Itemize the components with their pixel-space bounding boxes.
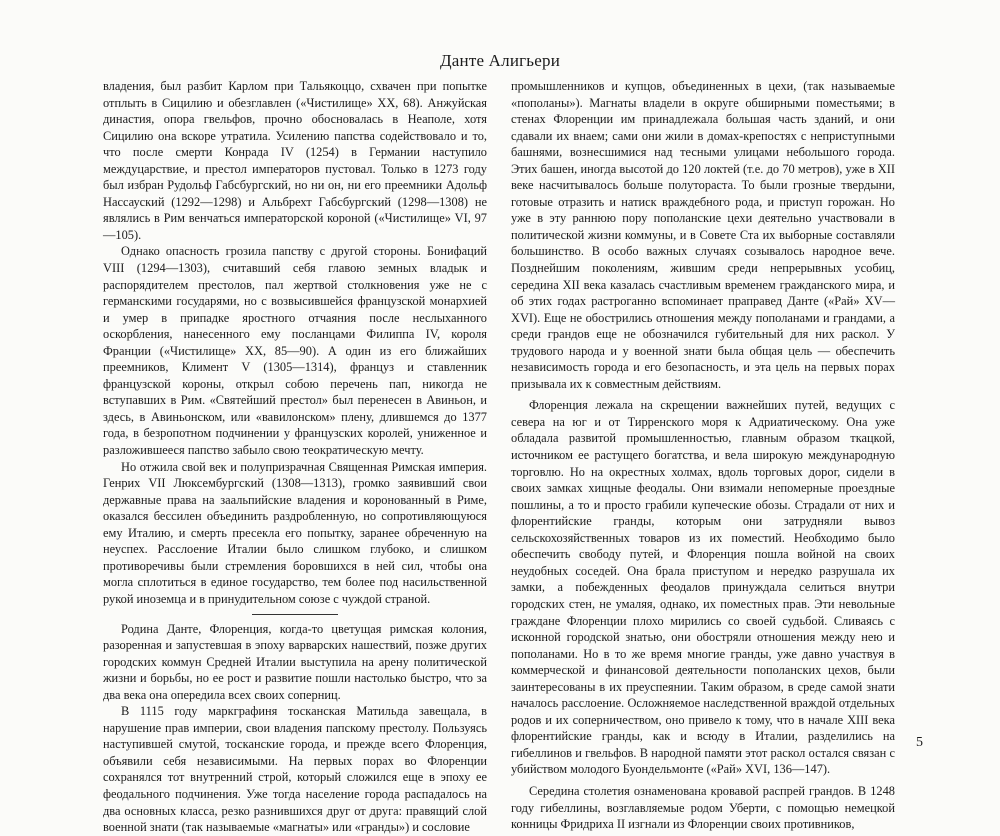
- paragraph: владения, был разбит Карлом при Тальякоццо, схвачен при попытке отплыть в Сицилию и обезглавлен («Чистилище» XX, 68). Анжуйская династия, опора гвельфов, прочно обосновалась в Неаполе, хотя Сицилию она вскоре утратила. Усилению папства содействовало и то, что после смерти Конрада IV (1254) в Германии наступило междуцарствие, и престол императоров пустовал. Только в 1273 году был избран Рудольф Габсбургский, но ни он, ни его преемники Адольф Нассауский (1292—1298) и Альбрехт Габсбургский (1298—1308) не являлись в Рим венчаться императорской короной («Чистилище» VI, 97—105).: [103, 79, 487, 242]
- section-divider: [252, 614, 338, 615]
- right-column: [511, 78, 895, 833]
- paragraph: Однако опасность грозила папству с другой стороны. Бонифаций VIII (1294—1303), считавший себя главою земных владык и распорядителем престолов, пал жертвой столкновения уже не с германскими государями, но с возвысившейся французской монархией и умер в припадке яростного отчаяния после неслыханного оскорбления, нанесенного ему посланцами Филиппа IV, короля Франции («Чистилище» XX, 85—90). А один из его ближайших преемников, Климент V (1305—1314), француз и ставленник французской короны, открыл собою перечень пап, никогда не вступавших в Рим. «Святейший престол» был перенесен в Авиньон, и здесь, в Авиньонском, или «вавилонском» плену, длившемся до 1377 года, в безропотном подчинении у французских королей, униженное и разложившееся папство забыло свою теократическую мечту.: [103, 244, 487, 458]
- paragraph: В 1115 году маркграфиня тосканская Матильда завещала, в нарушение прав империи, свои владения папскому престолу. Пользуясь наступившей смутой, тосканские города, и прежде всего Флоренция, объявили себя независимыми. На первых порах во Флоренции сохранялся тот внутренний строй, который сложился еще в эпоху ее феодального подчинения. Уже тогда население города распадалось на два основных класса, резко разнившихся друг от друга: правящий слой военной знати (так называемые «магнаты» или «гранды») и сословие: [103, 704, 487, 835]
- paragraph: Родина Данте, Флоренция, когда-то цветущая римская колония, разоренная и запустевшая в эпоху варварских нашествий, позже других городских коммун Средней Италии выступила на арену политической жизни и борьбы, но ее рост и развитие пошли настолько быстро, что за два века она опередила всех своих соперниц.: [103, 621, 487, 702]
- paragraph: Флоренция лежала на скрещении важнейших путей, ведущих с севера на юг и от Тирренского моря к Адриатическому. Она уже обладала развитой промышленностью, главным образом ткацкой, источником ее растущего богатства, и вела широкую международную торговлю. Но на окрестных холмах, вдоль торговых дорог, сидели в своих замках хищные феодалы. Они взимали непомерные проездные пошлины, а то и просто грабили купеческие обозы. Страдали от них и флорентийские гранды, которым они затрудняли вывоз сельскохозяйственных товаров из их поместий. Необходимо было обеспечить свободу путей, и Флоренция пошла войной на своих неудобных соседей. Она брала приступом и нередко разрушала их замки, а побежденных феодалов принуждала селиться внутри городских стен, не умаляя, однако, их поместных прав. Эти невольные граждане Флоренции плохо мирились со своей судьбой. Сливаясь с исконной городской знатью, они обостряли отношения между нею и пополанами. Но в то же время многие гранды, уже давно участвуя в коммерческой и финансовой деятельности пополанских цехов, были заинтересованы в их преуспеянии. Таким образом, в среде самой знати началось расслоение. Осложняемое наследственной враждой отдельных родов и их соперничеством, оно привело к тому, что в начале XIII века флорентийские гранды, как и всюду в Италии, разделились на гибеллинов и гвельфов. В народной памяти этот раскол остался связан с убийством молодого Буондельмонте («Рай» XVI, 136—147).: [511, 398, 895, 777]
- paragraph: Но отжила свой век и полупризрачная Священная Римская империя. Генрих VII Люксембургский (1308—1313), громко заявивший свои державные права на заальпийские владения и коронованный в Риме, оказался бессилен объединить раздробленную, но сопротивляющуюся ему Италию, и смерть пресекла его попытку, заранее обреченную на неуспех. Расслоение Италии было слишком глубоко, и слишком противоречивы были стремления боровшихся в ней сил, чтобы она могла сплотиться в единое государство, тем более под насильственной рукой иноземца и в принудительном союзе с чуждой страной.: [103, 459, 487, 606]
- left-column: [103, 78, 487, 836]
- page-number: 5: [916, 735, 923, 750]
- paragraph: Середина столетия ознаменована кровавой распрей грандов. В 1248 году гибеллины, возглавляемые родом Уберти, с помощью немецкой конницы Фридриха II изгнали из Флоренции своих противников,: [511, 783, 895, 832]
- paragraph: промышленников и купцов, объединенных в цехи, (так называемые «пополаны»). Магнаты владели в округе обширными поместьями; в стенах Флоренции им принадлежала большая часть зданий, и они сдавали их внаем; сами они жили в домах-крепостях с неприступными башнями, вознесшимися над тесными улицами небольшого города. Этих башен, иногда высотой до 120 локтей (т.е. до 70 метров), уже в XII веке насчитывалось больше полутораста. То были грозные твердыни, готовые отразить и натиск враждебного рода, и приступ горожан. Но уже в эту раннюю пору пополанские цехи деятельно участвовали в политической жизни коммуны, и в Совете Ста их выборные составляли большинство. В особо важных случаях созывалось народное вече. Позднейшим поколениям, жившим среди непрерывных усобиц, середина XII века казалась счастливым временем гражданского мира, и об этих годах растроганно вспоминает праправед Данте («Рай» XV—XVI). Еще не обострились отношения между пополанами и грандами, а среди грандов еще не обозначился губительный для них раскол. У трудового народа и у военной знати была общая цель — обеспечить независимость города и его безопасность, и эта цель на первых порах призывала их к совместным действиям.: [511, 79, 895, 391]
- running-title: Данте Алигьери: [440, 51, 560, 70]
